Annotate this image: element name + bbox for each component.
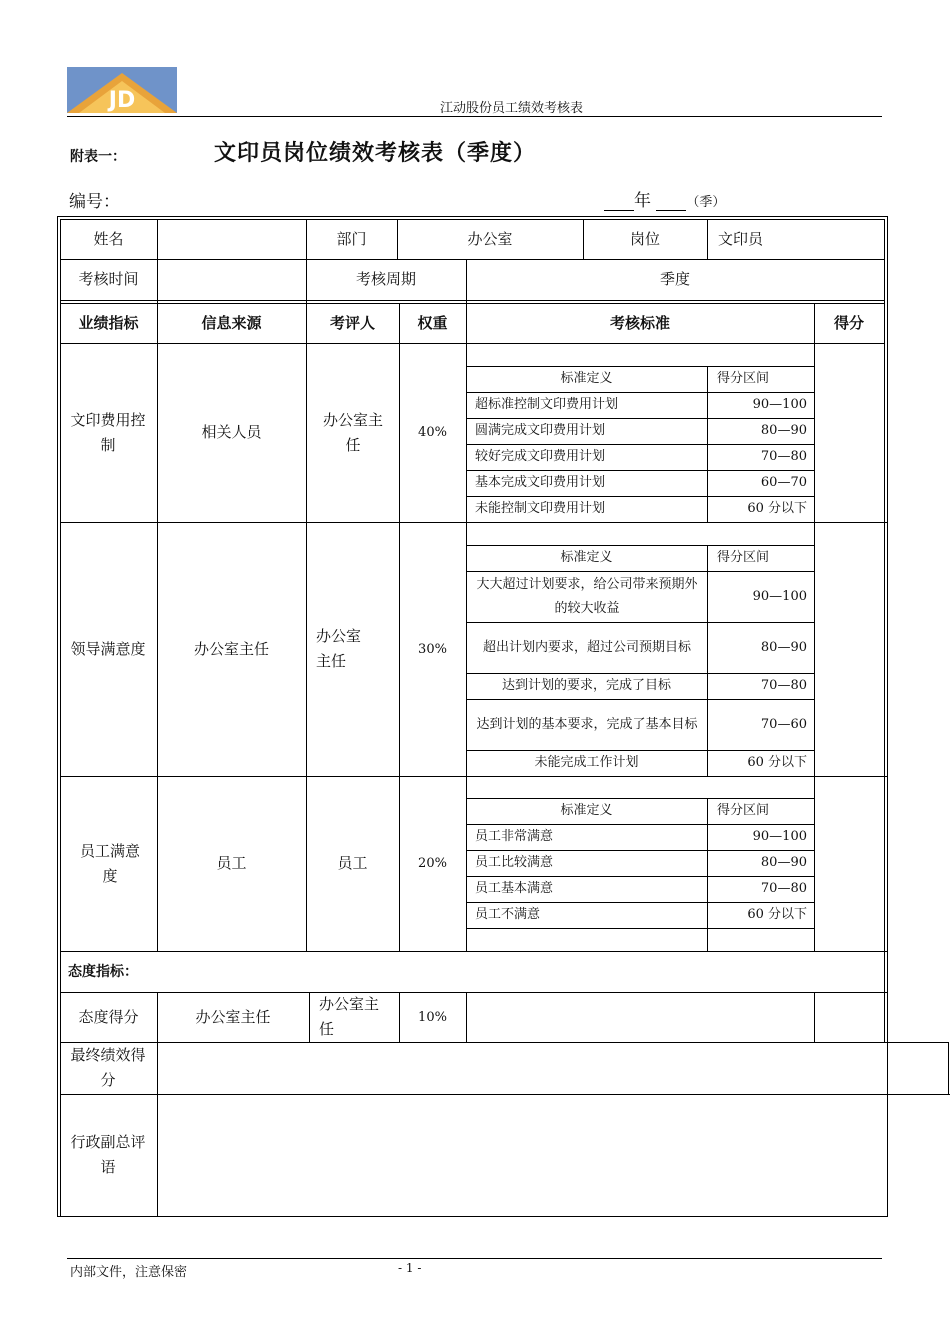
attitude-section-label: 态度指标： [68,963,138,980]
std-definition-header: 标准定义 [560,803,613,818]
period-label: 考核周期 [355,270,416,288]
std-range-header: 得分区间 [717,550,770,565]
kpi-2-std-def: 超出计划内要求，超过公司预期目标 [482,639,691,655]
year-label: 年 [634,191,651,211]
kpi-1-std-def: 未能控制文印费用计划 [475,501,606,516]
kpi-3-std-def: 员工不满意 [475,907,541,922]
rule [57,1216,887,1217]
kpi-2-std-range: 60 分以下 [747,755,807,770]
header-rule [67,116,882,117]
kpi-3-score[interactable] [814,776,884,951]
kpi-2-std-range: 80—90 [760,639,807,655]
time-field[interactable] [157,259,306,300]
rule [57,216,887,217]
attitude-indicator: 态度得分 [78,1007,139,1026]
attitude-source: 办公室主任 [195,1007,271,1026]
kpi-1-std-range: 60—70 [760,475,807,490]
post-label: 岗位 [629,229,660,248]
comment-field[interactable] [157,1094,884,1216]
kpi-3-std-def: 员工非常满意 [475,829,554,844]
page-title: 文印员岗位绩效考核表（季度） [214,140,537,166]
kpi-2-std-def: 达到计划的要求，完成了目标 [501,678,671,693]
kpi-2-source: 办公室主任 [193,639,269,658]
comment-label: 行政副总评语 [70,1133,146,1176]
logo-text: JD [108,88,136,113]
col-weight: 权重 [417,313,448,332]
kpi-2-std-def: 未能完成工作计划 [534,755,639,770]
kpi-2-score[interactable] [814,522,884,776]
kpi-1-std-range: 60 分以下 [747,501,807,516]
attitude-standard[interactable] [466,992,814,1042]
col-reviewer: 考评人 [329,313,375,332]
time-label: 考核时间 [78,270,139,288]
kpi-1-indicator: 文印费用控制 [70,410,146,454]
kpi-1-score[interactable] [814,343,884,522]
season-blank[interactable] [656,194,686,211]
kpi-2-weight: 30% [418,641,447,657]
kpi-2-indicator: 领导满意度 [70,639,146,658]
document-header-title: 江动股份员工绩效考核表 [440,101,584,116]
attitude-weight: 10% [418,1009,447,1025]
kpi-1-std-range: 80—90 [760,423,807,438]
dept-value: 办公室 [467,229,513,248]
kpi-1-std-def: 基本完成文印费用计划 [475,475,606,490]
company-logo [67,67,177,113]
rule [887,216,888,1217]
season-label: （季） [686,195,726,210]
std-range-header: 得分区间 [717,803,770,818]
kpi-3-weight: 20% [418,856,447,871]
kpi-1-std-range: 90—100 [752,397,807,412]
col-standard: 考核标准 [609,313,670,332]
rule [60,219,61,1217]
rule [309,992,310,1042]
final-score-label: 最终绩效得分 [70,1046,146,1089]
attitude-score[interactable] [814,992,884,1042]
kpi-3-source: 员工 [216,854,247,872]
kpi-2-std-range: 70—80 [760,678,807,693]
kpi-3-indicator: 员工满意度 [79,841,140,885]
rule [948,1042,949,1094]
final-score-field[interactable] [157,1042,884,1094]
rule [60,300,884,301]
kpi-3-std-def: 员工基本满意 [475,881,554,896]
kpi-2-std-range: 90—100 [752,588,807,604]
attitude-reviewer: 办公室主任 [319,995,380,1038]
year-season-line [604,186,725,211]
col-score: 得分 [833,313,864,332]
rule [466,303,467,952]
year-blank[interactable] [604,194,634,211]
std-range-header: 得分区间 [717,371,770,386]
kpi-3-std-range: 80—90 [760,855,807,870]
name-label: 姓名 [93,229,124,248]
kpi-2-std-def: 达到计划的基本要求，完成了基本目标 [476,716,698,732]
kpi-1-std-def: 圆满完成文印费用计划 [475,423,606,438]
std-definition-header: 标准定义 [560,371,613,386]
serial-label: 编号： [69,192,120,212]
kpi-3-reviewer: 员工 [337,854,368,872]
kpi-3-std-range: 70—80 [760,881,807,896]
col-source: 信息来源 [201,313,262,332]
confidential-note: 内部文件，注意保密 [70,1265,188,1280]
kpi-2-std-def: 大大超过计划要求，给公司带来预期外的较大收益 [476,576,698,616]
kpi-2-reviewer: 办公室主任 [316,627,362,670]
post-value: 文印员 [718,229,764,248]
kpi-1-std-def: 超标准控制文印费用计划 [475,397,619,412]
appendix-label: 附表一： [70,149,126,165]
rule [884,219,885,1042]
kpi-1-std-range: 70—80 [760,449,807,464]
page-number: - 1 - [398,1261,422,1275]
kpi-2-std-range: 70—60 [760,716,807,732]
kpi-3-std-def: 员工比较满意 [475,855,554,870]
kpi-1-reviewer: 办公室主任 [322,410,383,454]
footer-rule [67,1258,882,1259]
kpi-1-source: 相关人员 [201,423,262,441]
kpi-1-weight: 40% [418,425,447,440]
rule [57,216,58,1217]
std-definition-header: 标准定义 [560,550,613,565]
kpi-1-std-def: 较好完成文印费用计划 [475,449,606,464]
dept-label: 部门 [336,229,367,248]
period-value: 季度 [659,270,690,288]
col-indicator: 业绩指标 [78,313,139,332]
rule [707,219,708,259]
name-field[interactable] [157,219,306,259]
rule [466,928,814,929]
kpi-3-std-range: 60 分以下 [747,907,807,922]
kpi-3-std-range: 90—100 [752,829,807,844]
